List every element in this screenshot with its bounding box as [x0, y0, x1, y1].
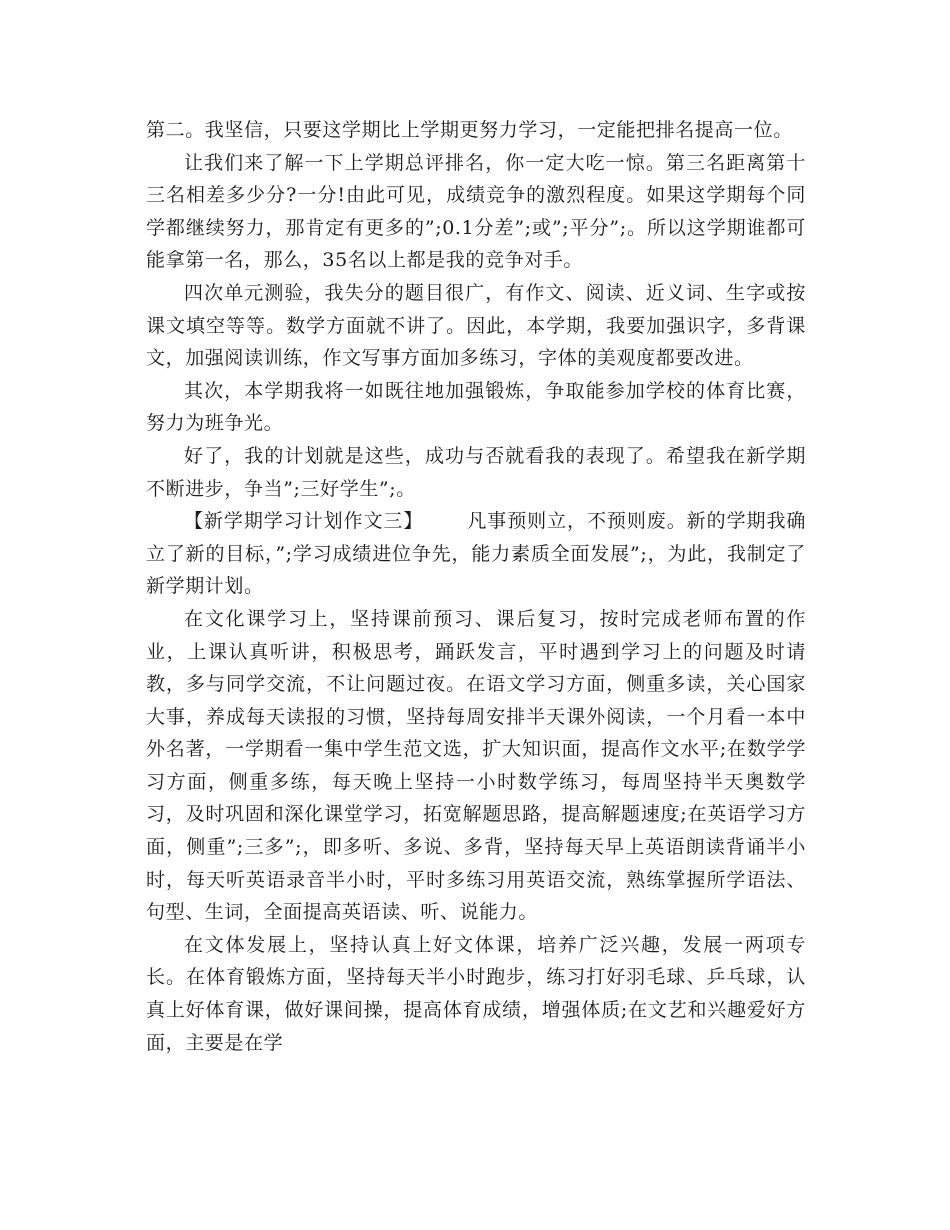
- paragraph-6: [146, 505, 806, 603]
- paragraph-7: 在文化课学习上，坚持课前预习、课后复习，按时完成老师布置的作业，上课认真听讲，积极思考，踊跃发言，平时遇到学习上的问题及时请教，多与同学交流，不让问题过夜。在语文学习方面，侧重多读，关心国家大事，养成每天读报的习惯，坚持每周安排半天课外阅读，一个月看一本中外名著，一学期看一集中学生范文选，扩大知识面，提高作文水平;在数学学习方面，侧重多练，每天晚上坚持一小时数学练习，每周坚持半天奥数学习，及时巩固和深化课堂学习，拓宽解题思路，提高解题速度;在英语学习方面，侧重”;三多”;，即多听、多说、多背，坚持每天早上英语朗读背诵半小时，每天听英语录音半小时，平时多练习用英语交流，熟练掌握所学语法、句型、生词，全面提高英语读、听、说能力。: [146, 607, 806, 924]
- paragraph-3: 四次单元测验，我失分的题目很广，有作文、阅读、近义词、生字或按课文填空等等。数学方面就不讲了。因此，本学期，我要加强识字，多背课文，加强阅读训练，作文写事方面加多练习，字体的美观度都要改进。: [146, 281, 806, 370]
- paragraph-8: 在文体发展上，坚持认真上好文体课，培养广泛兴趣，发展一两项专长。在体育锻炼方面，坚持每天半小时跑步，练习打好羽毛球、乒乓球，认真上好体育课，做好课间操，提高体育成绩，增强体质;在文艺和兴趣爱好方面，主要是在学: [146, 933, 806, 1054]
- section-heading: 【新学期学习计划作文三】: [184, 510, 424, 533]
- paragraph-5: 好了，我的计划就是这些，成功与否就看我的表现了。希望我在新学期不断进步，争当”;三好学生”;。: [146, 444, 806, 500]
- document-body: [146, 114, 806, 1059]
- paragraph-2: 让我们来了解一下上学期总评排名，你一定大吃一惊。第三名距离第十三名相差多少分?一分!由此可见，成绩竞争的激烈程度。如果这学期每个同学都继续努力，那肯定有更多的”;0.1分差”;或”;平分”;。所以这学期谁都可能拿第一名，那么，35名以上都是我的竞争对手。: [146, 151, 806, 272]
- paragraph-4: 其次，本学期我将一如既往地加强锻炼，争取能参加学校的体育比赛，努力为班争光。: [146, 379, 806, 435]
- paragraph-1: 第二。我坚信，只要这学期比上学期更努力学习，一定能把排名提高一位。: [146, 119, 793, 141]
- paragraph-6-text: 凡事预则立，不预则废。新的学期我确立了新的目标，”;学习成绩进位争先，能力素质全面发展”;，为此，我制定了新学期计划。: [146, 510, 806, 598]
